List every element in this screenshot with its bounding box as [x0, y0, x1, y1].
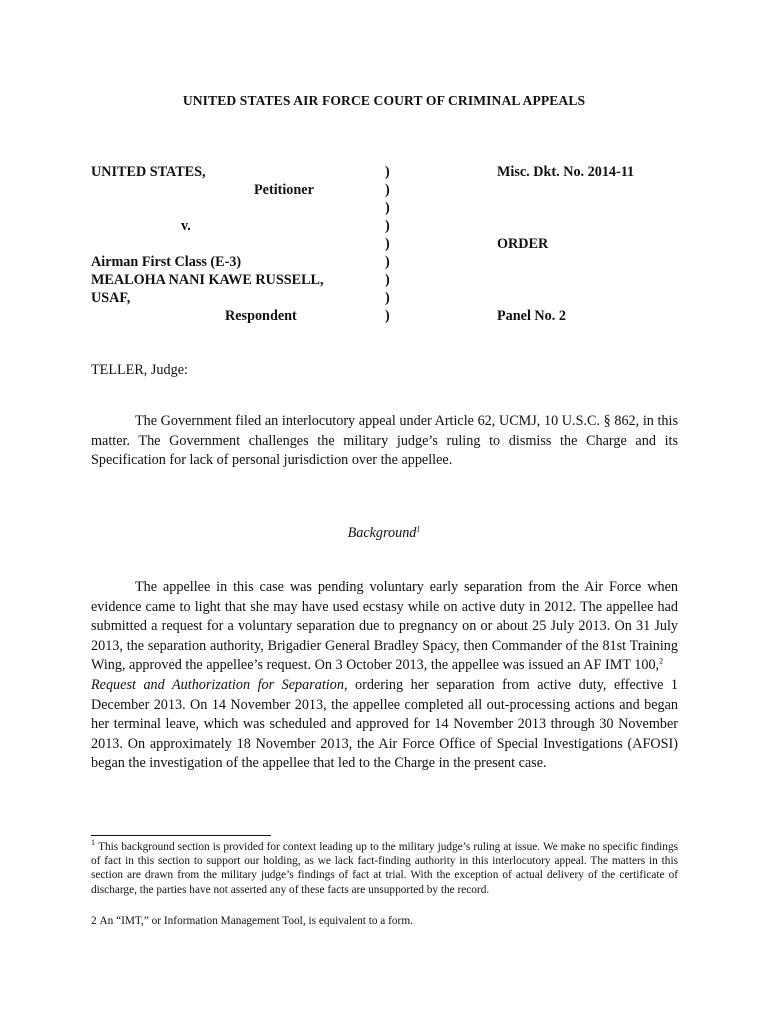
- paren: ): [385, 218, 390, 234]
- paragraph-2: [91, 578, 678, 774]
- paren: ): [385, 254, 390, 270]
- form-title: Request and Authorization for Separation: [91, 676, 344, 693]
- paragraph-2-part1: The appellee in this case was pending voluntary early separation from the Air Force when evidence came to light that she may have used ecstasy while on active duty in 2012. The appellee had submitted a request for a voluntary separation due to pregnancy on or about 25 July 2013. On 31 July 2013, the separation authority, Brigadier General Bradley Spacy, then Commander of the 81st Training Wing, approved the appellee’s request. On 3 October 2013, the appellee was issued an AF IMT 100,: [91, 579, 678, 674]
- footnote-1-mark: 1: [91, 838, 95, 848]
- judge-line: TELLER, Judge:: [91, 362, 188, 378]
- caption-blank-row: [497, 289, 697, 307]
- caption-parentheses: [385, 163, 397, 325]
- paren: ): [385, 236, 390, 252]
- footnote-1-text: This background section is provided for context leading up to the military judge’s ruling at issue. We make no specific findings of fact in this section to support our holding, as we lack fact-finding authority in this interlocutory appeal. The matters in this section are drawn from the military judge’s findings of fact at trial. With the exception of actual delivery of the certificate of discharge, the parties have not asserted any of these facts are unsupported by the record.: [91, 841, 678, 896]
- footnote-ref-1[interactable]: 1: [416, 524, 421, 534]
- background-heading: [0, 525, 768, 542]
- footnote-1: [91, 840, 678, 897]
- caption-blank-row: [497, 181, 697, 199]
- caption-blank-row: [497, 271, 697, 289]
- petitioner-role: Petitioner: [254, 182, 314, 198]
- caption-blank-row: [497, 199, 697, 217]
- respondent-role: Respondent: [225, 308, 297, 324]
- footnote-ref-2[interactable]: 2: [659, 656, 664, 666]
- court-title: UNITED STATES AIR FORCE COURT OF CRIMINAL APPEALS: [182, 93, 586, 108]
- petitioner-name: UNITED STATES,: [91, 164, 206, 180]
- footnote-2-text: An “IMT,” or Information Management Tool, is equivalent to a form.: [99, 915, 413, 927]
- paren: ): [385, 272, 390, 288]
- caption-blank-row: [497, 217, 697, 235]
- paren: ): [385, 290, 390, 306]
- paren: ): [385, 164, 390, 180]
- caption-parties: [91, 163, 381, 325]
- background-heading-text: Background: [347, 525, 417, 541]
- case-caption: [91, 163, 691, 333]
- docket-number: Misc. Dkt. No. 2014-11: [497, 164, 635, 180]
- caption-blank-row: [91, 235, 381, 253]
- respondent-name: MEALOHA NANI KAWE RUSSELL,: [91, 272, 324, 288]
- order-label: ORDER: [497, 236, 549, 252]
- respondent-service: USAF,: [91, 290, 131, 306]
- paragraph-1: [91, 412, 678, 471]
- paragraph-1-text: The Government filed an interlocutory appeal under Article 62, UCMJ, 10 U.S.C. § 862, in this matter. The Government challenges the military judge’s ruling to dismiss the Charge and its Specification for lack of personal jurisdiction over the appellee.: [91, 413, 678, 469]
- panel-number: Panel No. 2: [497, 308, 566, 324]
- footnote-2: [91, 914, 678, 928]
- footnote-2-mark: 2: [91, 915, 97, 927]
- caption-docket-info: [497, 163, 697, 325]
- footnote-divider: [91, 835, 271, 836]
- paren: ): [385, 308, 390, 324]
- paren: ): [385, 182, 390, 198]
- paragraph-2-part2: , ordering her separation from active duty, effective 1 December 2013. On 14 November 2013, the appellee completed all out-processing actions and began her terminal leave, which was scheduled and approved for 14 November 2013 through 30 November 2013. On approximately 18 November 2013, the Air Force Office of Special Investigations (AFOSI) began the investigation of the appellee that led to the Charge in the present case.: [91, 676, 678, 772]
- caption-blank-row: [91, 199, 381, 217]
- versus-label: v.: [181, 218, 191, 234]
- paren: ): [385, 200, 390, 216]
- caption-blank-row: [497, 253, 697, 271]
- respondent-rank: Airman First Class (E-3): [91, 254, 242, 270]
